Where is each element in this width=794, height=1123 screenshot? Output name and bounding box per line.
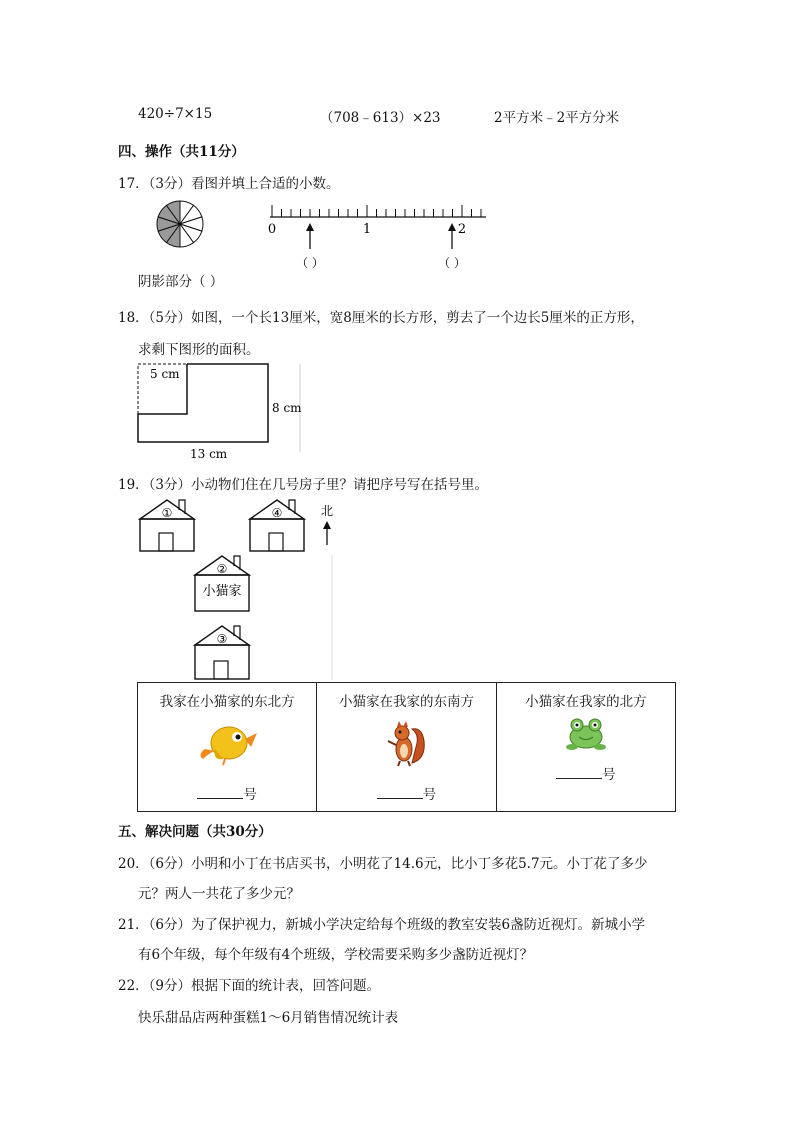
house-4 [250,500,304,551]
frog-icon [564,715,608,751]
calc-expr-2: （708﹣613）×23 [320,110,441,126]
shaded-part-label: 阴影部分（ ） [138,274,224,290]
fraction-circle [155,198,205,254]
ruler-blank-left: （ ） [296,256,324,270]
label-8cm: 8 cm [272,401,302,415]
q18-text-line2: 求剩下图形的面积。 [138,342,260,358]
q21-line1: 21．（6分）为了保护视力，新城小学决定给每个班级的教室安装6盏防近视灯。新城小学 [118,917,646,933]
answer-blank-squirrel[interactable]: 号 [317,783,495,803]
calc-expr-3: 2平方米﹣2平方分米 [494,110,620,126]
house-1 [140,500,194,551]
cat-home-label: 小猫家 [202,584,242,599]
clue-cell-frog [496,683,675,812]
q20-line2: 元？两人一共花了多少元？ [138,886,300,902]
arrow-right-icon [448,223,456,249]
number-ruler [262,195,492,285]
rectangle-figure [130,362,310,462]
label-13cm: 13 cm [190,447,228,461]
ruler-label-2: 2 [457,222,467,237]
q19-text: 19．（3分）小动物们住在几号房子里？请把序号写在括号里。 [118,477,489,493]
answer-blank-frog[interactable]: 号 [497,763,675,783]
svg-text:③: ③ [216,632,228,646]
svg-text:④: ④ [271,506,283,520]
section-4-heading: 四、操作（共11分） [118,144,245,160]
q22-line1: 22．（9分）根据下面的统计表，回答问题。 [118,978,381,994]
calc-expr-1: 420÷7×15 [138,106,213,122]
q17-text: 17．（3分）看图并填上合适的小数。 [118,176,340,192]
clue-title: 小猫家在我家的北方 [525,694,647,710]
ruler-blank-right: （ ） [438,256,466,270]
section-5-heading: 五、解决问题（共30分） [118,824,272,840]
q20-line1: 20．（6分）小明和小丁在书店买书，小明花了14.6元，比小丁多花5.7元。小丁花了多少 [118,856,648,872]
q22-table-title: 快乐甜品店两种蛋糕1～6月销售情况统计表 [138,1010,399,1026]
north-label: 北 [320,504,334,518]
clue-title: 我家在小猫家的东北方 [159,694,295,710]
squirrel-icon [382,719,430,767]
animal-clue-table [137,682,676,812]
label-5cm: 5 cm [150,367,180,381]
q21-line2: 有6个年级，每个年级有4个班级，学校需要采购多少盏防近视灯？ [138,947,534,963]
house-3 [195,626,249,679]
ruler-label-0: 0 [267,222,277,237]
house-2-cat-home [195,556,249,611]
clue-cell-bird [138,683,317,812]
q18-text-line1: 18．（5分）如图，一个长13厘米，宽8厘米的长方形，剪去了一个边长5厘米的正方形， [118,310,644,326]
houses-map [135,495,340,685]
svg-text:②: ② [216,562,228,576]
ruler-label-1: 1 [362,222,372,237]
answer-blank-bird[interactable]: 号 [138,783,316,803]
clue-title: 小猫家在我家的东南方 [338,694,474,710]
svg-text:①: ① [161,506,173,520]
bird-icon [195,719,259,767]
north-arrow-icon [321,504,333,545]
clue-cell-squirrel [317,683,496,812]
arrow-left-icon [306,223,314,249]
